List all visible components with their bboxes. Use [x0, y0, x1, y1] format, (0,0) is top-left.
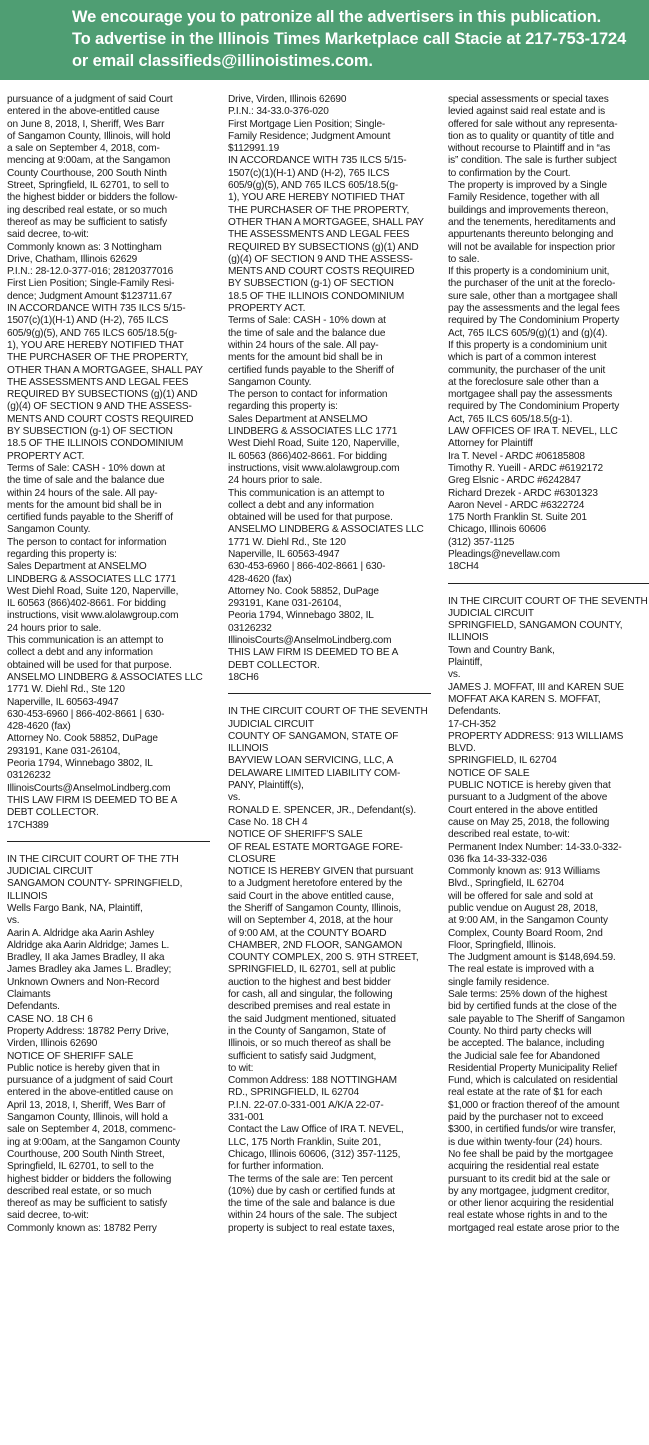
notice-line: 175 North Franklin St. Suite 201 [448, 512, 587, 524]
notice-line: ments for the amount bid shall be in [7, 499, 162, 511]
notice-line: IN THE CIRCUIT COURT OF THE 7TH [7, 853, 179, 865]
notice-line: The terms of the sale are: Ten percent [228, 1173, 393, 1185]
notice-line: Sales Department at ANSELMO [7, 561, 147, 573]
notice-line: The real estate is improved with a [448, 964, 594, 976]
notice-line: Common Address: 188 NOTTINGHAM [228, 1075, 397, 1087]
notice-line: LAW OFFICES OF IRA T. NEVEL, LLC [448, 426, 618, 438]
notice-line: The Judgment amount is $148,694.59. [448, 952, 616, 964]
notice-line: obtained will be used for that purpose. [228, 512, 393, 524]
notice-line: pursuant to a Judgment of the above [448, 792, 608, 804]
legal-notice [228, 94, 431, 684]
notice-line: THIS LAW FIRM IS DEEMED TO BE A [7, 794, 178, 806]
notice-line: Pleadings@nevellaw.com [448, 548, 560, 560]
notice-line: Contact the Law Office of IRA T. NEVEL, [228, 1124, 404, 1136]
notice-line: the Sheriff of Sangamon County, Illinois, [228, 903, 402, 914]
notice-line: MENTS AND COURT COSTS REQUIRED [228, 266, 415, 278]
legal-notice [448, 94, 649, 574]
notice-line: to confirmation by the Court. [448, 167, 571, 179]
notice-line: Attorney No. Cook 58852, DuPage [7, 733, 158, 745]
notice-line: 18CH4 [448, 561, 479, 573]
notice-line: IN ACCORDANCE WITH 735 ILCS 5/15- [7, 303, 186, 315]
notice-line: 24 hours prior to sale. [7, 622, 102, 634]
notice-line: JUDICIAL CIRCUIT [448, 607, 534, 619]
notice-line: described real estate, to-wit: [448, 829, 570, 841]
notice-line: 18.5 OF THE ILLINOIS CONDOMINIUM [7, 438, 184, 450]
notice-line: for cash, all and singular, the following [228, 989, 393, 1001]
notice-line: (g)(4) OF SECTION 9 AND THE ASSESS- [228, 253, 413, 265]
notice-line: Family Residence, together with all [448, 192, 600, 204]
notice-line: community, the purchaser of the unit [448, 364, 606, 376]
notice-line: vs. [7, 915, 20, 927]
notice-line: $112991.19 [228, 143, 280, 155]
notice-divider [7, 835, 210, 848]
notice-line: sufficient to satisfy said Judgment, [228, 1050, 377, 1062]
notice-line: Timothy R. Yueill - ARDC #6192172 [448, 462, 603, 474]
notice-line: entered in the above-entitled cause on [7, 1087, 174, 1099]
notice-line: by any mortgagee, judgment creditor, [448, 1185, 610, 1197]
notice-line: ILLINOIS [228, 743, 269, 755]
notice-line: within 24 hours of the sale. All pay- [7, 487, 158, 499]
notice-line: The person to contact for information [7, 536, 167, 548]
notice-line: PROPERTY ADDRESS: 913 WILLIAMS [448, 730, 624, 742]
notice-line: at 9:00 AM, in the Sangamon County [448, 915, 608, 927]
notice-line: said decree, to-wit: [7, 1210, 89, 1222]
notice-line: James Bradley aka James L. Bradley; [7, 964, 172, 976]
notice-line: Complex, County Board Room, 2nd [448, 927, 603, 939]
notice-line: County Courthouse, 200 South Ninth [7, 167, 167, 179]
notice-line: 605/9(g)(5), AND 765 ILCS 605/18.5(g- [228, 180, 399, 192]
notice-line: Property Address: 18782 Perry Drive, [7, 1025, 169, 1037]
notice-line: Aaron Nevel - ARDC #6322724 [448, 499, 585, 511]
notice-line: offered for sale without any representa- [448, 118, 618, 130]
notice-line: 18.5 OF THE ILLINOIS CONDOMINIUM [228, 290, 405, 302]
notice-line: Commonly known as: 3 Nottingham [7, 241, 162, 253]
notice-line: JUDICIAL CIRCUIT [228, 718, 314, 730]
notice-line: pursuant to its credit bid at the sale or [448, 1173, 611, 1185]
notice-line: SANGAMON COUNTY- SPRINGFIELD, [7, 878, 183, 890]
notice-line: MENTS AND COURT COSTS REQUIRED [7, 413, 194, 425]
notice-line: Fund, which is calculated on residential [448, 1075, 618, 1087]
notice-line: Sales Department at ANSELMO [228, 413, 368, 425]
notice-line: Family Residence; Judgment Amount [228, 130, 391, 142]
notice-line: SPRINGFIELD, IL 62701, sell at public [228, 964, 396, 976]
notice-line: 1507(c)(1)(H-1) AND (H-2), 765 ILCS [7, 315, 169, 327]
notice-line: said Court in the above entitled cause, [228, 890, 394, 902]
notice-line: property is subject to real estate taxes, [228, 1222, 395, 1234]
notice-line: THE PURCHASER OF THE PROPERTY, [228, 204, 410, 216]
notice-line: Defendants. [448, 706, 501, 718]
notice-line: will not be available for inspection prior [448, 241, 616, 253]
notice-line: collect a debt and any information [228, 499, 374, 511]
notice-line: PANY, Plaintiff(s), [228, 780, 304, 792]
notice-line: THE ASSESSMENTS AND LEGAL FEES [7, 376, 189, 388]
notice-line: Residential Property Municipality Relief [448, 1062, 618, 1074]
notice-line: IllinoisCourts@AnselmoLindberg.com [228, 635, 392, 647]
notice-line: CHAMBER, 2ND FLOOR, SANGAMON [228, 939, 403, 951]
column-1 [7, 94, 210, 1235]
notice-line: COUNTY OF SANGAMON, STATE OF [228, 730, 399, 742]
notice-line: instructions, visit www.alolawgroup.com [7, 610, 179, 622]
notice-line: certified funds payable to the Sheriff of [7, 512, 173, 524]
notice-line: RONALD E. SPENCER, JR., Defendant(s). [228, 804, 416, 816]
legal-notice [7, 854, 210, 1235]
notice-line: sale payable to The Sheriff of Sangamon [448, 1013, 625, 1025]
banner-line: We encourage you to patronize all the advertisers in this publication. [72, 8, 602, 26]
notice-line: 036 fka 14-33-332-036 [448, 853, 547, 865]
notice-line: CLOSURE [228, 853, 276, 865]
notice-line: Wells Fargo Bank, NA, Plaintiff, [7, 903, 143, 914]
notice-line: ing at 9:00am, at the Sangamon County [7, 1136, 180, 1148]
notice-line: without recourse to Plaintiff and in “as [448, 143, 611, 155]
notice-line: CASE NO. 18 CH 6 [7, 1013, 93, 1025]
notice-line: to a Judgment heretofore entered by the [228, 878, 403, 890]
notice-line: (312) 357-1125 [448, 536, 515, 548]
notice-line: described premises and real estate in [228, 1001, 391, 1013]
notice-line: COUNTY COMPLEX, 200 S. 9TH STREET, [228, 952, 419, 964]
notice-line: SPRINGFIELD, IL 62704 [448, 755, 557, 767]
notice-line: acquiring the residential real estate [448, 1161, 599, 1173]
notice-line: Sangamon County. [7, 524, 91, 536]
notice-line: NOTICE OF SHERIFF SALE [7, 1050, 134, 1062]
notice-line: entered in the above-entitled cause [7, 106, 160, 118]
notice-line: DEBT COLLECTOR. [228, 659, 320, 671]
notice-line: Drive, Chatham, Illinois 62629 [7, 253, 138, 265]
notice-line: Attorney No. Cook 58852, DuPage [228, 585, 379, 597]
notice-line: to sale. [448, 253, 480, 265]
notice-line: THE PURCHASER OF THE PROPERTY, [7, 352, 189, 364]
notice-line: Act, 765 ILCS 605/9(g)(1) and (g)(4). [448, 327, 608, 339]
notice-line: OF REAL ESTATE MORTGAGE FORE- [228, 841, 403, 853]
notice-line: Street, Springfield, IL 62701, to sell to [7, 180, 169, 192]
notice-line: bid by certified funds at the close of the [448, 1001, 617, 1013]
notice-line: Sale terms: 25% down of the highest [448, 989, 608, 1001]
notice-line: Illinois, or so much thereof as shall be [228, 1038, 391, 1050]
notice-line: 1507(c)(1)(H-1) AND (H-2), 765 ILCS [228, 167, 390, 179]
notice-line: paid by the purchaser not to exceed [448, 1112, 604, 1124]
notice-line: Permanent Index Number: 14-33.0-332- [448, 841, 622, 853]
notice-line: THE ASSESSMENTS AND LEGAL FEES [228, 229, 410, 241]
legal-notice [7, 94, 210, 832]
notice-line: pursuance of a judgment of said Court [7, 1075, 173, 1087]
legal-notice [228, 706, 431, 1235]
notice-line: $1,000 or fraction thereof of the amount [448, 1099, 620, 1111]
notice-line: 630-453-6960 | 866-402-8661 | 630- [228, 561, 386, 573]
notice-line: ANSELMO LINDBERG & ASSOCIATES LLC [7, 671, 203, 683]
notice-line: will be offered for sale and sold at [448, 890, 593, 902]
notice-line: thereof as may be sufficient to satisfy [7, 216, 168, 228]
notice-line: Sangamon County, Illinois, will hold a [7, 1112, 168, 1124]
notice-line: Courthouse, 200 South Ninth Street, [7, 1148, 165, 1160]
notice-line: OTHER THAN A MORTGAGEE, SHALL PAY [228, 216, 424, 228]
notice-line: sure sale, other than a mortgagee shall [448, 290, 618, 302]
notice-line: for further information. [228, 1161, 324, 1173]
notice-line: 03126232 [228, 622, 272, 634]
column-3 [448, 94, 649, 1235]
notice-line: cause on May 25, 2018, the following [448, 816, 610, 828]
notice-line: IN THE CIRCUIT COURT OF THE SEVENTH [228, 706, 428, 718]
notice-line: within 24 hours of the sale. The subject [228, 1210, 397, 1222]
notice-line: to wit: [228, 1062, 254, 1074]
notice-line: described real estate, or so much [7, 1185, 152, 1197]
notice-line: be accepted. The balance, including [448, 1038, 605, 1050]
notice-line: 17CH389 [7, 819, 49, 831]
notice-line: Defendants. [7, 1001, 60, 1013]
notice-line: mortgagee shall pay the assessments [448, 389, 613, 401]
notice-line: IllinoisCourts@AnselmoLindberg.com [7, 782, 171, 794]
notice-line: real estate at the rate of $1 for each [448, 1087, 603, 1099]
notice-line: Greg Elsnic - ARDC #6242847 [448, 475, 581, 487]
notice-line: vs. [228, 792, 241, 804]
notice-line: P.I.N.: 34-33.0-376-020 [228, 106, 329, 118]
notice-line: highest bidder or bidders the following [7, 1173, 172, 1185]
notice-line: which is part of a common interest [448, 352, 597, 364]
notice-line: Naperville, IL 60563-4947 [228, 548, 340, 560]
notice-line: ing described real estate, or so much [7, 204, 167, 216]
notice-line: and the tenements, hereditaments and [448, 216, 616, 228]
notice-line: at the foreclosure sale other than a [448, 376, 599, 388]
notice-line: PUBLIC NOTICE is hereby given that [448, 780, 611, 792]
notice-line: Public notice is hereby given that in [7, 1062, 160, 1074]
notice-line: IN THE CIRCUIT COURT OF THE SEVENTH [448, 595, 648, 607]
notice-line: ments for the amount bid shall be in [228, 352, 383, 364]
notice-line: public vendue on August 28, 2018, [448, 903, 598, 914]
notice-line: the time of sale and the balance due [7, 475, 165, 487]
notice-line: instructions, visit www.alolawgroup.com [228, 462, 400, 474]
notice-line: Plaintiff, [448, 657, 483, 669]
notice-line: 18CH6 [228, 671, 259, 683]
notice-line: Court entered in the above entitled [448, 804, 598, 816]
notice-line: buildings and improvements thereon, [448, 204, 609, 216]
notice-line: Bradley, II aka James Bradley, II aka [7, 952, 165, 964]
notice-line: 630-453-6960 | 866-402-8661 | 630- [7, 708, 165, 720]
notice-line: $300, in certified funds/or wire transfer, [448, 1124, 616, 1136]
notice-line: collect a debt and any information [7, 647, 153, 659]
notice-line: West Diehl Road, Suite 120, Naperville, [228, 438, 400, 450]
notice-line: tion as to quality or quantity of title and [448, 130, 614, 142]
notice-line: mencing at 9:00am, at the Sangamon [7, 155, 171, 167]
notice-line: said decree, to-wit: [7, 229, 89, 241]
notice-line: in the County of Sangamon, State of [228, 1025, 386, 1037]
notice-line: BAYVIEW LOAN SERVICING, LLC, A [228, 755, 394, 767]
notice-line: Floor, Springfield, Illinois. [448, 939, 556, 951]
notice-line: The person to contact for information [228, 389, 388, 401]
notice-line: Blvd., Springfield, IL 62704 [448, 878, 565, 890]
notice-line: LINDBERG & ASSOCIATES LLC 1771 [228, 426, 398, 438]
notice-line: 24 hours prior to sale. [228, 475, 323, 487]
notice-line: Richard Drezek - ARDC #6301323 [448, 487, 598, 499]
notice-line: 293191, Kane 031-26104, [228, 598, 342, 610]
notice-line: required by The Condominium Property [448, 315, 620, 327]
notice-line: a sale on September 4, 2018, com- [7, 143, 160, 155]
notice-divider [228, 687, 431, 700]
notice-line: OTHER THAN A MORTGAGEE, SHALL PAY [7, 364, 203, 376]
notice-line: First Mortgage Lien Position; Single- [228, 118, 386, 130]
notice-line: 1771 W. Diehl Rd., Ste 120 [7, 684, 125, 696]
notice-line: 1771 W. Diehl Rd., Ste 120 [228, 536, 346, 548]
notice-line: REQUIRED BY SUBSECTIONS (g)(1) AND [7, 389, 198, 401]
notice-line: the time of sale and the balance due [228, 327, 386, 339]
notice-line: NOTICE OF SHERIFF'S SALE [228, 829, 363, 841]
notice-line: P.I.N. 22-07.0-331-001 A/K/A 22-07- [228, 1099, 384, 1111]
notice-line: 428-4620 (fax) [228, 573, 292, 585]
notice-line: Ira T. Nevel - ARDC #06185808 [448, 450, 585, 462]
notice-line: County. No third party checks will [448, 1025, 592, 1037]
notice-line: regarding this property is: [228, 401, 338, 413]
notice-line: BY SUBSECTION (g-1) OF SECTION [228, 278, 394, 290]
notice-line: the purchaser of the unit at the foreclo- [448, 278, 616, 290]
notice-line: NOTICE IS HEREBY GIVEN that pursuant [228, 866, 414, 878]
notice-line: PROPERTY ACT. [228, 303, 306, 315]
notice-line: pursuance of a judgment of said Court [7, 94, 173, 105]
notice-line: 1), YOU ARE HEREBY NOTIFIED THAT [228, 192, 405, 204]
notice-line: single family residence. [448, 976, 550, 988]
notice-line: mortgaged real estate arose prior to the [448, 1222, 620, 1234]
notice-line: Terms of Sale: CASH - 10% down at [228, 315, 386, 327]
notice-line: REQUIRED BY SUBSECTIONS (g)(1) AND [228, 241, 419, 253]
notice-line: Act, 765 ILCS 605/18.5(g-1). [448, 413, 573, 425]
notice-line: 293191, Kane 031-26104, [7, 745, 121, 757]
notice-line: 331-001 [228, 1112, 264, 1124]
banner-line: or email classifieds@illinoistimes.com. [72, 52, 373, 70]
notice-line: P.I.N.: 28-12.0-377-016; 28120377016 [7, 266, 174, 278]
notice-line: on June 8, 2018, I, Sheriff, Wes Barr [7, 118, 165, 130]
notice-line: If this property is a condominium unit, [448, 266, 610, 278]
notice-line: MOFFAT AKA KAREN S. MOFFAT, [448, 693, 601, 705]
notice-line: Peoria 1794, Winnebago 3802, IL [7, 758, 153, 770]
notice-line: Case No. 18 CH 4 [228, 816, 308, 828]
notice-line: special assessments or special taxes [448, 94, 609, 105]
notice-line: within 24 hours of the sale. All pay- [228, 339, 379, 351]
notice-line: 1), YOU ARE HEREBY NOTIFIED THAT [7, 339, 184, 351]
notice-line: will on September 4, 2018, at the hour [228, 915, 393, 927]
notice-line: ANSELMO LINDBERG & ASSOCIATES LLC [228, 524, 424, 536]
notice-line: SPRINGFIELD, SANGAMON COUNTY, [448, 620, 623, 632]
notice-line: JUDICIAL CIRCUIT [7, 866, 93, 878]
notice-line: NOTICE OF SALE [448, 767, 530, 779]
notice-line: JAMES J. MOFFAT, III and KAREN SUE [448, 681, 624, 693]
notice-line: LLC, 175 North Franklin, Suite 201, [228, 1136, 381, 1148]
legal-notice [448, 596, 649, 1235]
notice-line: Chicago, Illinois 60606 [448, 524, 547, 536]
notice-line: Terms of Sale: CASH - 10% down at [7, 462, 165, 474]
notice-line: (10%) due by cash or certified funds at [228, 1185, 395, 1197]
notice-line: The property is improved by a Single [448, 180, 607, 192]
notice-line: IL 60563 (866)402-8661. For bidding [228, 450, 387, 462]
notice-line: of 9:00 AM, at the COUNTY BOARD [228, 927, 387, 939]
notice-line: Attorney for Plaintiff [448, 438, 533, 450]
notice-line: the time of the sale and balance is due [228, 1198, 395, 1210]
notice-line: vs. [448, 669, 461, 681]
notice-line: This communication is an attempt to [7, 635, 164, 647]
notice-line: pay the assessments and the legal fees [448, 303, 620, 315]
notice-line: Chicago, Illinois 60606, (312) 357-1125, [228, 1148, 401, 1160]
notice-line: If this property is a condominium unit [448, 339, 607, 351]
notice-line: DELAWARE LIMITED LIABILITY COM- [228, 767, 401, 779]
notice-line: BLVD. [448, 743, 476, 755]
notice-line: Aarin A. Aldridge aka Aarin Ashley [7, 927, 154, 939]
notice-line: dence; Judgment Amount $123711.67 [7, 290, 172, 302]
notice-line: certified funds payable to the Sheriff of [228, 364, 394, 376]
notice-line: or other lienor acquiring the residential [448, 1198, 614, 1210]
notice-line: the highest bidder or bidders the follow- [7, 192, 178, 204]
notice-line: ILLINOIS [448, 632, 489, 644]
notice-line: 605/9(g)(5), AND 765 ILCS 605/18.5(g- [7, 327, 178, 339]
notice-line: Virden, Illinois 62690 [7, 1038, 98, 1050]
notice-line: Aldridge aka Aarin Aldridge; James L. [7, 939, 170, 951]
notice-line: required by The Condominium Property [448, 401, 620, 413]
notice-line: the said Judgment mentioned, situated [228, 1013, 396, 1025]
column-2 [228, 94, 431, 1235]
notice-line: LINDBERG & ASSOCIATES LLC 1771 [7, 573, 177, 585]
notice-line: Town and Country Bank, [448, 644, 555, 656]
notice-line: DEBT COLLECTOR. [7, 807, 99, 819]
notice-line: PROPERTY ACT. [7, 450, 85, 462]
notice-line: is due within twenty-four (24) hours. [448, 1136, 603, 1148]
notice-line: Sangamon County. [228, 376, 312, 388]
notice-line: is” condition. The sale is further subject [448, 155, 617, 167]
notice-line: 03126232 [7, 770, 51, 782]
notice-line: real estate whose rights in and to the [448, 1210, 608, 1222]
notice-line: Commonly known as: 913 Williams [448, 866, 600, 878]
notice-divider [448, 577, 649, 590]
notice-line: No fee shall be paid by the mortgagee [448, 1148, 614, 1160]
notice-line: auction to the highest and best bidder [228, 976, 391, 988]
notice-line: (g)(4) OF SECTION 9 AND THE ASSESS- [7, 401, 192, 413]
notice-line: IL 60563 (866)402-8661. For bidding [7, 598, 166, 610]
notice-line: of Sangamon County, Illinois, will hold [7, 130, 171, 142]
notice-line: the Judicial sale fee for Abandoned [448, 1050, 600, 1062]
notice-line: sale on September 4, 2018, commenc- [7, 1124, 176, 1136]
notice-line: 17-CH-352 [448, 718, 497, 730]
notice-line: Commonly known as: 18782 Perry [7, 1222, 157, 1234]
notice-line: Peoria 1794, Winnebago 3802, IL [228, 610, 374, 622]
notice-line: Drive, Virden, Illinois 62690 [228, 94, 347, 105]
notice-line: appurtenants thereunto belonging and [448, 229, 614, 241]
banner-line: To advertise in the Illinois Times Marketplace call Stacie at 217-753-1724 [72, 30, 627, 48]
notice-line: 428-4620 (fax) [7, 721, 71, 733]
notice-line: ILLINOIS [7, 890, 48, 902]
notice-line: thereof as may be sufficient to satisfy [7, 1198, 168, 1210]
notice-line: BY SUBSECTION (g-1) OF SECTION [7, 426, 173, 438]
notice-line: Unknown Owners and Non-Record [7, 976, 160, 988]
notice-line: Springfield, IL 62701, to sell to the [7, 1161, 154, 1173]
notice-line: First Lien Position; Single-Family Resi- [7, 278, 175, 290]
notice-line: This communication is an attempt to [228, 487, 385, 499]
notice-line: West Diehl Road, Suite 120, Naperville, [7, 585, 179, 597]
notice-line: April 13, 2018, I, Sheriff, Wes Barr of [7, 1099, 166, 1111]
notice-line: Naperville, IL 60563-4947 [7, 696, 119, 708]
notice-line: THIS LAW FIRM IS DEEMED TO BE A [228, 647, 399, 659]
notice-line: levied against said real estate and is [448, 106, 606, 118]
advertiser-banner [0, 0, 649, 80]
notice-line: RD., SPRINGFIELD, IL 62704 [228, 1087, 359, 1099]
notice-line: IN ACCORDANCE WITH 735 ILCS 5/15- [228, 155, 407, 167]
notice-line: obtained will be used for that purpose. [7, 659, 172, 671]
notice-line: regarding this property is: [7, 548, 117, 560]
notice-line: Claimants [7, 989, 51, 1001]
